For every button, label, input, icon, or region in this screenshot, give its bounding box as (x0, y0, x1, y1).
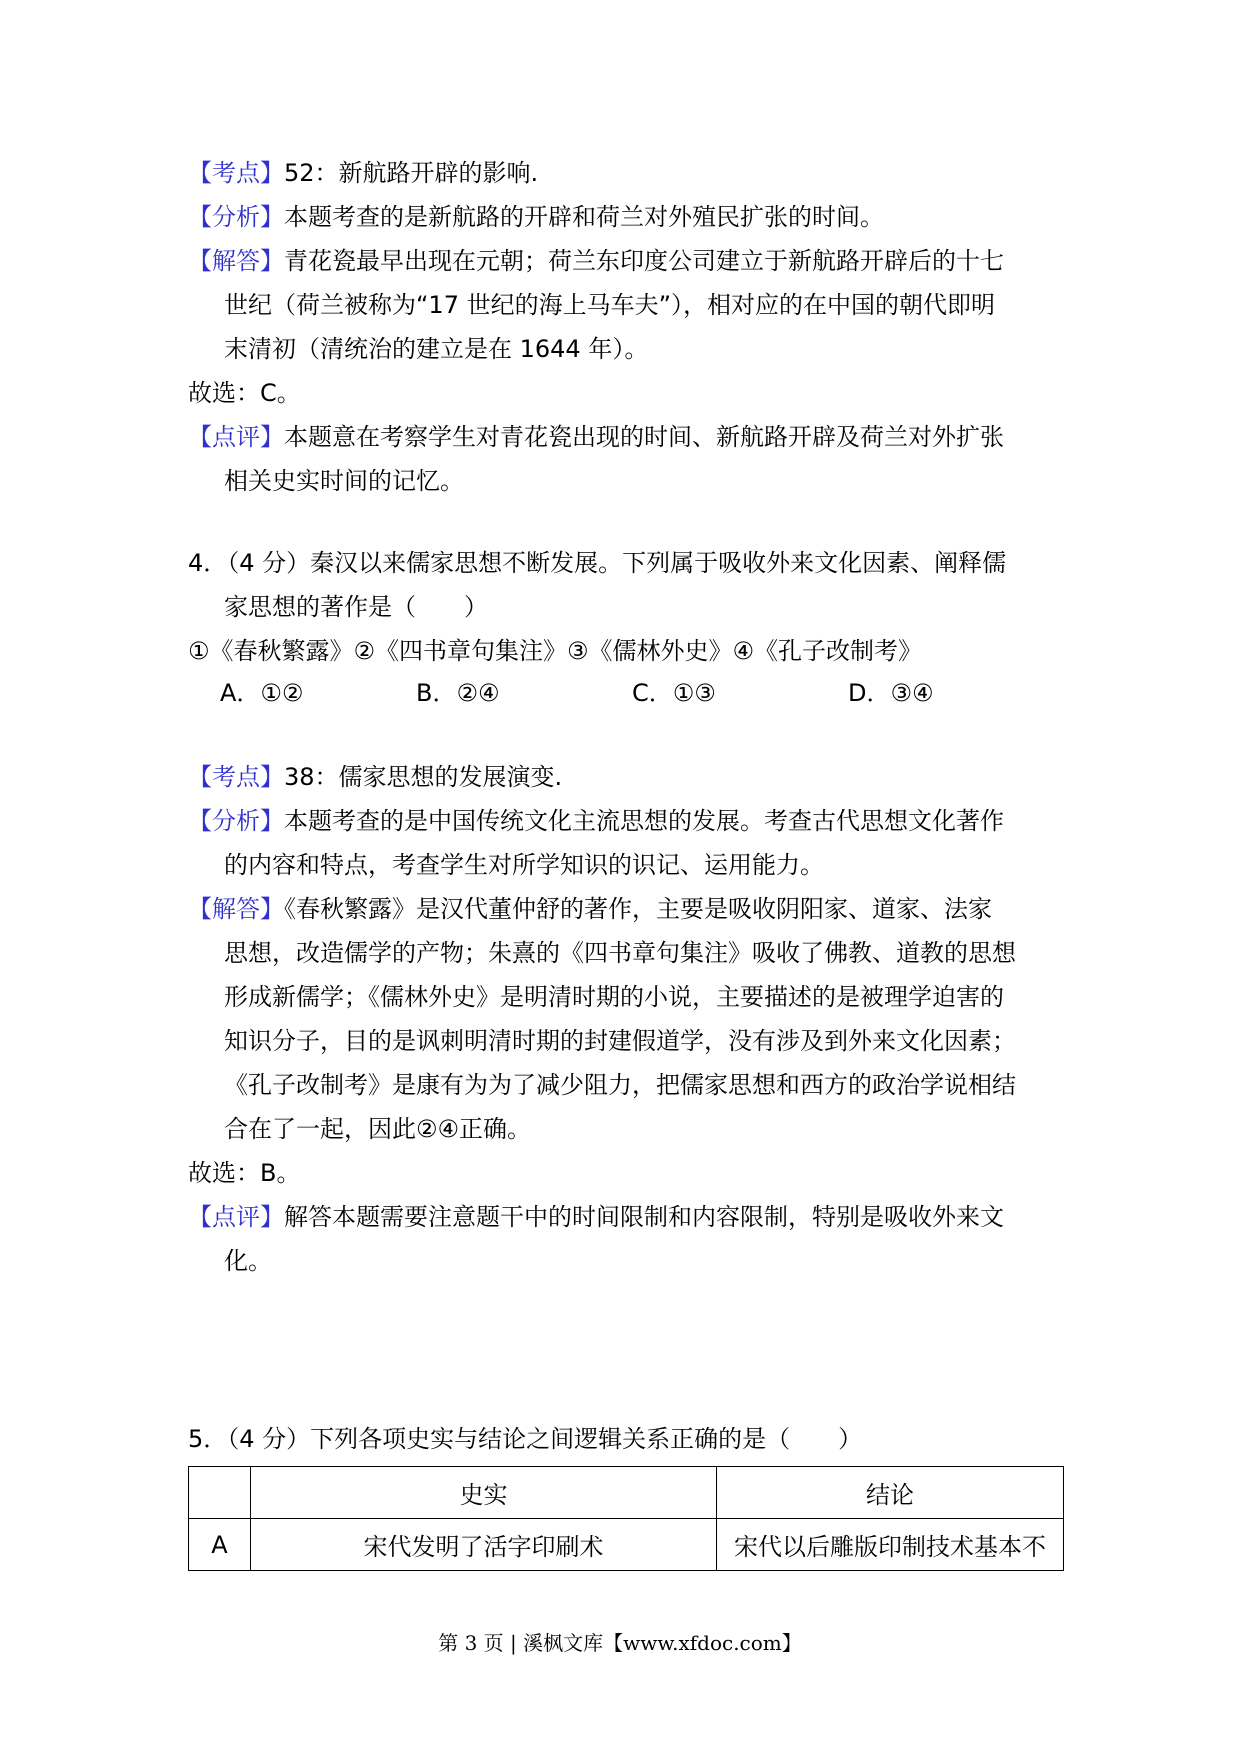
q3-dianping (188, 420, 1004, 454)
fenxi-text: 本题考查的是新航路的开辟和荷兰对外殖民扩张的时间。 (284, 203, 884, 231)
jieda-line: 形成新儒学；《儒林外史》是明清时期的小说，主要描述的是被理学迫害的 (224, 983, 1004, 1011)
jieda-line: 《孔子改制考》是康有为为了减少阻力，把儒家思想和西方的政治学说相结 (224, 1071, 1016, 1099)
kaodian-text: 38：儒家思想的发展演变. (284, 763, 563, 791)
option-c: C．①③ (632, 679, 716, 707)
fenxi-line: 的内容和特点，考查学生对所学知识的识记、运用能力。 (224, 851, 824, 879)
q4-options (220, 676, 980, 710)
jieda-line: 青花瓷最早出现在元朝；荷兰东印度公司建立于新航路开辟后的十七 (284, 247, 1004, 275)
option-b: B．②④ (416, 679, 500, 707)
dianping-line: 解答本题需要注意题干中的时间限制和内容限制，特别是吸收外来文 (284, 1203, 1004, 1231)
dianping-line: 本题意在考察学生对青花瓷出现的时间、新航路开辟及荷兰对外扩张 (284, 423, 1004, 451)
fenxi-tag: 【分析】 (188, 807, 284, 835)
q3-fenxi (188, 200, 884, 234)
q3-jieda (188, 244, 1004, 278)
kaodian-tag: 【考点】 (188, 763, 284, 791)
table-header-cell (189, 1467, 251, 1519)
jieda-tag: 【解答】 (188, 895, 284, 923)
jieda-line: 知识分子，目的是讽刺明清时期的封建假道学，没有涉及到外来文化因素； (224, 1027, 1016, 1055)
table-header-cell: 结论 (717, 1467, 1064, 1519)
q4-jieda (188, 892, 992, 926)
table-header-cell: 史实 (251, 1467, 717, 1519)
jieda-tag: 【解答】 (188, 247, 284, 275)
option-a: A．①② (220, 679, 304, 707)
page-footer: 第 3 页 | 溪枫文库【www.xfdoc.com】 (438, 1631, 802, 1655)
jieda-line: 合在了一起，因此②④正确。 (224, 1115, 532, 1143)
dianping-tag: 【点评】 (188, 1203, 284, 1231)
kaodian-text: 52：新航路开辟的影响. (284, 159, 539, 187)
q4-stem: 4．（4 分）秦汉以来儒家思想不断发展。下列属于吸收外来文化因素、阐释儒 (188, 549, 1007, 577)
table-header-row (189, 1467, 1064, 1519)
jieda-line: 思想，改造儒学的产物；朱熹的《四书章句集注》吸收了佛教、道教的思想 (224, 939, 1016, 967)
q4-kaodian (188, 760, 562, 794)
jieda-line: 世纪（荷兰被称为“17 世纪的海上马车夫”），相对应的在中国的朝代即明 (224, 291, 996, 319)
fenxi-tag: 【分析】 (188, 203, 284, 231)
table-cell: 宋代发明了活字印刷术 (251, 1519, 717, 1571)
jieda-line: 末清初（清统治的建立是在 1644 年）。 (224, 335, 649, 363)
kaodian-tag: 【考点】 (188, 159, 284, 187)
table-row (189, 1519, 1064, 1571)
dianping-tag: 【点评】 (188, 423, 284, 451)
jieda-line: 《春秋繁露》是汉代董仲舒的著作，主要是吸收阴阳家、道家、法家 (284, 895, 992, 923)
dianping-line: 相关史实时间的记忆。 (224, 467, 464, 495)
q4-stem-cont: 家思想的著作是（ ） (224, 593, 488, 621)
q3-kaodian (188, 156, 538, 190)
q4-answer: 故选：B。 (188, 1159, 301, 1187)
table-cell: A (189, 1519, 251, 1571)
option-d: D．③④ (848, 679, 934, 707)
q5-stem: 5．（4 分）下列各项史实与结论之间逻辑关系正确的是（ ） (188, 1425, 863, 1453)
table-cell: 宋代以后雕版印制技术基本不 (717, 1519, 1064, 1571)
history-table (188, 1466, 1064, 1571)
q4-dianping (188, 1200, 1004, 1234)
fenxi-line: 本题考查的是中国传统文化主流思想的发展。考查古代思想文化著作 (284, 807, 1004, 835)
q4-items: ①《春秋繁露》②《四书章句集注》③《儒林外史》④《孔子改制考》 (188, 637, 923, 665)
dianping-line: 化。 (224, 1247, 272, 1275)
q3-answer: 故选：C。 (188, 379, 301, 407)
q4-fenxi (188, 804, 1004, 838)
